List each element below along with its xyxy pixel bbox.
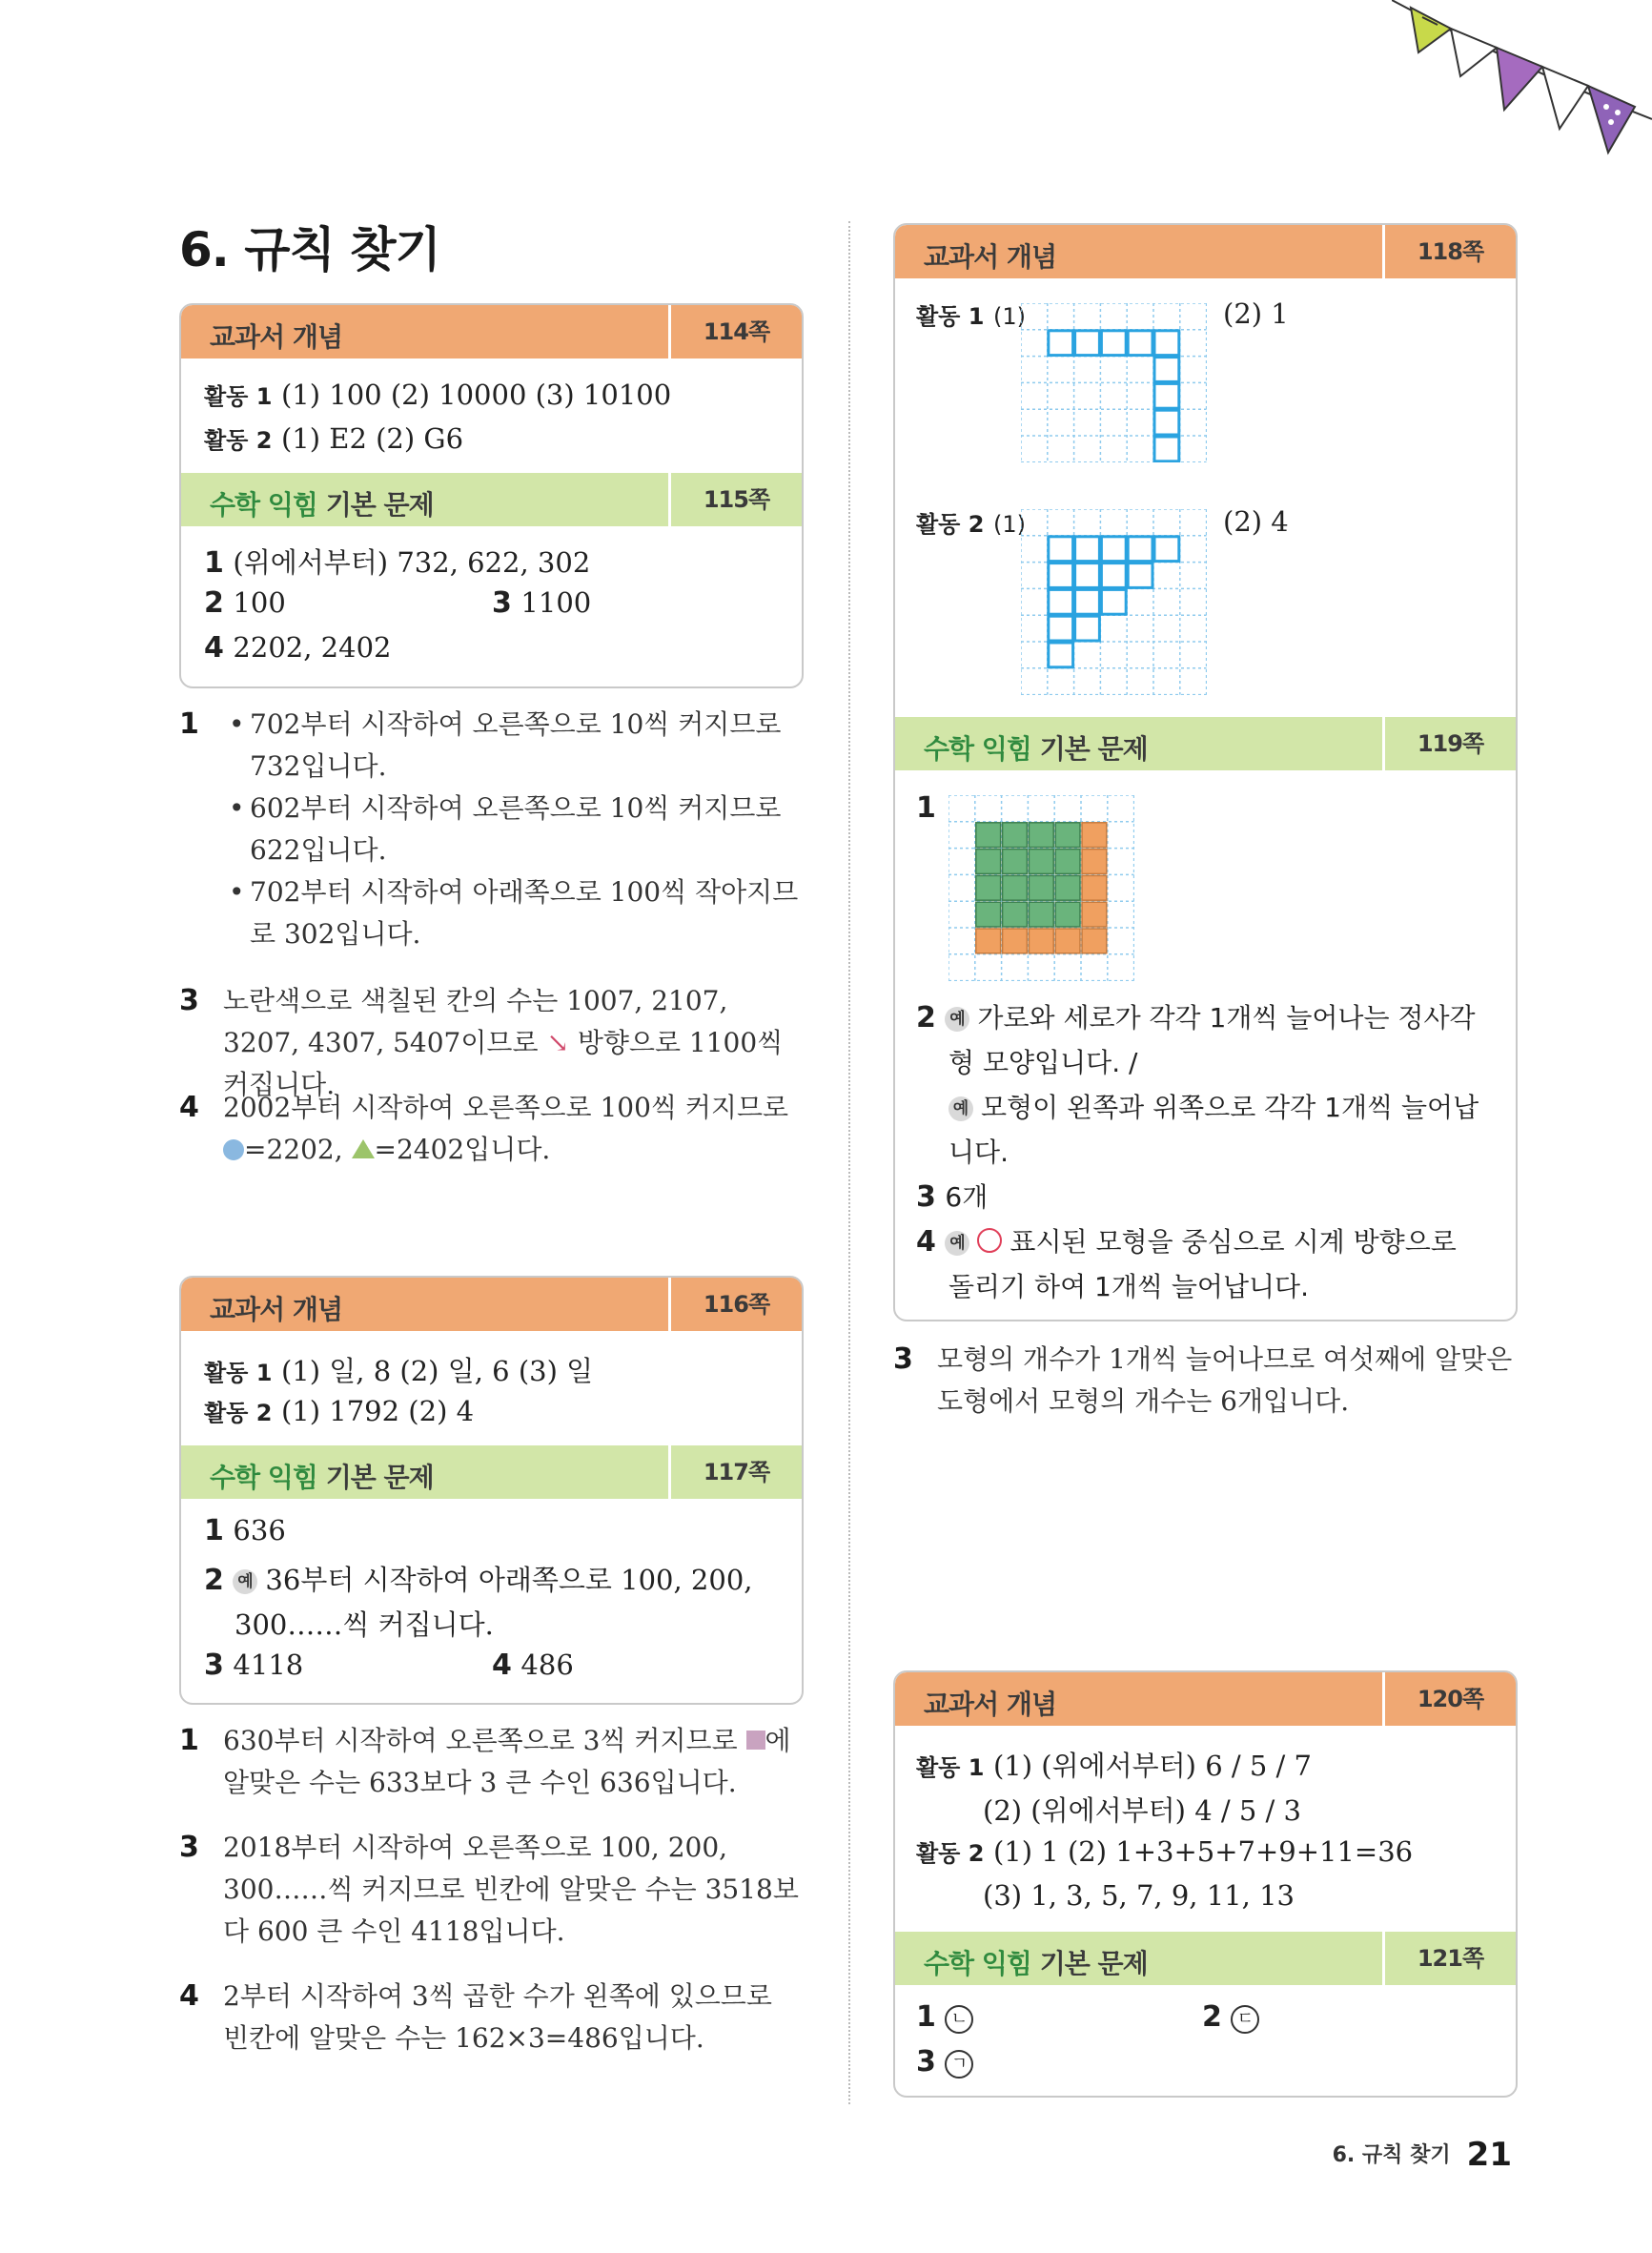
green-square: [976, 850, 1001, 874]
page-reference: 120쪽: [1382, 1672, 1516, 1726]
answer-text: (1) 100 (2) 10000 (3) 10100: [280, 379, 672, 411]
orange-square: [1082, 850, 1107, 874]
green-square: [1055, 850, 1080, 874]
diagonal-arrow-icon: ↘: [546, 1027, 569, 1058]
section-title: 수학 익힘 기본 문제: [924, 733, 1148, 765]
triangle-icon: [352, 1139, 375, 1158]
pattern-square: [1101, 331, 1126, 356]
section-title: 교과서 개념: [210, 321, 342, 353]
answer-row: 3 4118: [204, 1649, 304, 1682]
concept-box-120: [893, 1670, 1518, 2098]
section-header: [181, 1278, 802, 1331]
explanation-4: 4 2002부터 시작하여 오른쪽으로 100씩 커지므로 =2202, =2402입니다.: [179, 1091, 789, 1165]
page-reference: 117쪽: [668, 1445, 802, 1499]
page-reference: 115쪽: [668, 473, 802, 526]
orange-square: [1029, 929, 1053, 953]
orange-square: [1082, 902, 1107, 927]
page-reference: 121쪽: [1382, 1932, 1516, 1985]
section-header: [895, 1672, 1516, 1726]
green-square: [976, 823, 1001, 848]
pattern-square: [1101, 589, 1126, 614]
section-header: [895, 225, 1516, 278]
page-number: 21: [1466, 2136, 1512, 2174]
green-square: [1029, 850, 1053, 874]
green-square: [976, 902, 1001, 927]
orange-square: [1055, 929, 1080, 953]
green-square: [1055, 875, 1080, 900]
pattern-square: [1154, 358, 1179, 382]
section-header: [895, 1932, 1516, 1985]
pattern-square: [1075, 331, 1100, 356]
section-title: 교과서 개념: [924, 241, 1056, 273]
activity-row: 활동 2 (1) 1792 (2) 4: [204, 1395, 475, 1427]
section-title: 수학 익힘 기본 문제: [210, 489, 434, 521]
answer-row: 1 ㄴ: [916, 2000, 973, 2034]
section-title: 수학 익힘 기본 문제: [210, 1462, 434, 1493]
answer-text: (1) E2 (2) G6: [280, 422, 464, 455]
pattern-square: [1154, 537, 1179, 562]
concept-box-114: [179, 303, 804, 688]
pattern-square: [1128, 537, 1152, 562]
activity1-grid-figure: [1021, 303, 1207, 462]
pattern-square: [1075, 589, 1100, 614]
page-reference: 118쪽: [1382, 225, 1516, 278]
answer-row: 니다.: [948, 1137, 1009, 1168]
pattern-square: [1101, 563, 1126, 588]
answer-row: 1: [916, 791, 936, 825]
answer-row: 2 예 36부터 시작하여 아래쪽으로 100, 200,: [204, 1564, 753, 1597]
chapter-title: 6. 규칙 찾기: [179, 222, 440, 277]
orange-square: [1003, 929, 1028, 953]
answer-row: 4 486: [492, 1649, 574, 1682]
activity-row: (3) 1, 3, 5, 7, 9, 11, 13: [983, 1879, 1295, 1912]
concept-box-118: [893, 223, 1518, 1321]
green-square: [1003, 902, 1028, 927]
answer-row: 4 2202, 2402: [204, 631, 392, 665]
section-header: [181, 1445, 802, 1499]
explanation-4: 4 2부터 시작하여 3씩 곱한 수가 왼쪽에 있으므로 빈칸에 알맞은 수는 162×3=486입니다.: [179, 1979, 772, 2054]
pattern-square: [1049, 616, 1073, 641]
answer-row: 2 100: [204, 586, 286, 620]
answer-row: 2 ㄷ: [1202, 2000, 1259, 2034]
pattern-square: [1128, 331, 1152, 356]
section-title: 교과서 개념: [924, 1689, 1056, 1720]
pattern-square: [1154, 410, 1179, 435]
green-square: [976, 875, 1001, 900]
page-reference: 114쪽: [668, 305, 802, 358]
pattern-square: [1101, 537, 1126, 562]
answer-row: 1 (위에서부터) 732, 622, 302: [204, 546, 591, 580]
answer-row: 3 1100: [492, 586, 592, 620]
explanation-3: 3 모형의 개수가 1개씩 늘어나므로 여섯째에 알맞은 도형에서 모형의 개수는 6개입니다.: [893, 1342, 1513, 1417]
square-pattern-figure: [948, 795, 1134, 981]
square-icon: [746, 1731, 765, 1750]
circled-letter: ㄷ: [1231, 2005, 1259, 2034]
circled-letter: ㄴ: [945, 2005, 973, 2034]
answer-row: 4 예 표시된 모형을 중심으로 시계 방향으로: [916, 1225, 1457, 1259]
pattern-square: [1154, 437, 1179, 461]
circled-letter: ㄱ: [945, 2050, 973, 2079]
section-title: 수학 익힘 기본 문제: [924, 1948, 1148, 1979]
page-reference: 119쪽: [1382, 717, 1516, 770]
pattern-square: [1075, 616, 1100, 641]
pattern-square: [1049, 563, 1073, 588]
answer-row: 300……씩 커집니다.: [235, 1608, 494, 1641]
orange-square: [1082, 929, 1107, 953]
red-circle-icon: [977, 1228, 1002, 1253]
answer-row: 3 ㄱ: [916, 2045, 973, 2079]
orange-square: [1082, 823, 1107, 848]
section-header: [181, 305, 802, 358]
answer-text: (2) 1: [1223, 297, 1289, 330]
green-square: [1029, 875, 1053, 900]
bunting-decoration: [1392, 0, 1652, 162]
concept-box-116: [179, 1276, 804, 1705]
page-footer: [1333, 2136, 1512, 2174]
activity-row: 활동 2 (1): [916, 511, 1026, 538]
green-square: [1055, 902, 1080, 927]
pattern-square: [1075, 537, 1100, 562]
pattern-square: [1049, 537, 1073, 562]
orange-square: [976, 929, 1001, 953]
activity-row: [204, 378, 671, 412]
answer-row: 3 6개: [916, 1180, 989, 1214]
green-square: [1029, 823, 1053, 848]
orange-square: [1082, 875, 1107, 900]
page-reference: 116쪽: [668, 1278, 802, 1331]
pattern-square: [1049, 643, 1073, 667]
answer-row: 예 모형이 왼쪽과 위쪽으로 각각 1개씩 늘어납: [948, 1087, 1479, 1125]
pattern-square: [1154, 331, 1179, 356]
answer-text: (2) 4: [1223, 505, 1289, 538]
section-header: [181, 473, 802, 526]
explanation-1: 1 • 702부터 시작하여 오른쪽으로 10씩 커지므로 732입니다. • 602부터 시작하여 오른쪽으로 10씩 커지므로 622입니다. • 702부터 시작하여 아래쪽으로 100씩 작아지므로 302입니다.: [179, 707, 799, 950]
explanation-3: 3 노란색으로 색칠된 칸의 수는 1007, 2107, 3207, 4307, 5407이므로 ↘ 방향으로 1100씩 커집니다.: [179, 984, 784, 1100]
activity-row: 활동 1 (1) (위에서부터) 6 / 5 / 7: [916, 1750, 1312, 1782]
activity-row: 활동 2 (1) 1 (2) 1+3+5+7+9+11=36: [916, 1835, 1414, 1868]
activity-row: (2) (위에서부터) 4 / 5 / 3: [983, 1794, 1301, 1827]
column-divider: [848, 221, 850, 2104]
activity-label: 활동 2: [204, 427, 273, 454]
green-square: [1055, 823, 1080, 848]
activity-row: 활동 1 (1): [916, 303, 1026, 330]
activity-row: [204, 421, 463, 456]
activity-label: 활동 1: [204, 383, 273, 410]
pattern-square: [1128, 563, 1152, 588]
answer-row: 2 예 가로와 세로가 각각 1개씩 늘어나는 정사각: [916, 1001, 1476, 1034]
explanation-3: 3 2018부터 시작하여 오른쪽으로 100, 200, 300……씩 커지므로 빈칸에 알맞은 수는 3518보다 600 큰 수인 4118입니다.: [179, 1831, 799, 1947]
answer-row: 1 636: [204, 1514, 286, 1547]
section-header: [895, 717, 1516, 770]
circle-icon: [223, 1139, 244, 1160]
green-square: [1003, 875, 1028, 900]
answer-row: 형 모양입니다. /: [948, 1047, 1138, 1078]
activity-row: 활동 1 (1) 일, 8 (2) 일, 6 (3) 일: [204, 1355, 594, 1387]
pattern-square: [1049, 331, 1073, 356]
section-title: 교과서 개념: [210, 1294, 342, 1325]
explanation-1: 1 630부터 시작하여 오른쪽으로 3씩 커지므로 에 알맞은 수는 633보다 3 큰 수인 636입니다.: [179, 1724, 791, 1798]
pattern-square: [1154, 383, 1179, 408]
answer-row: 돌리기 하여 1개씩 늘어납니다.: [948, 1271, 1309, 1302]
pattern-square: [1049, 589, 1073, 614]
activity2-grid-figure: [1021, 509, 1207, 695]
pattern-square: [1075, 563, 1100, 588]
green-square: [1003, 850, 1028, 874]
green-square: [1003, 823, 1028, 848]
footer-chapter: 6. 규칙 찾기: [1332, 2143, 1451, 2167]
green-square: [1029, 902, 1053, 927]
